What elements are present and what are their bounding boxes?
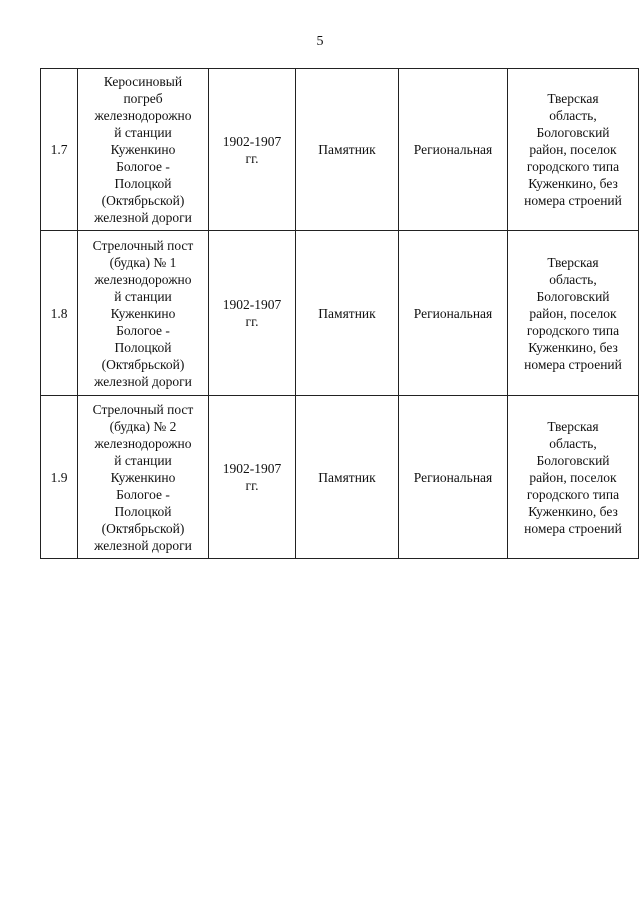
page-number: 5 [316, 34, 324, 49]
row-number: 1.9 [41, 396, 78, 559]
object-name: Керосиновый погреб железнодорожно й станции Куженкино Бологое - Полоцкой (Октябрьской) железной дороги [78, 69, 209, 231]
object-name: Стрелочный пост (будка) № 1 железнодорожно й станции Куженкино Бологое - Полоцкой (Октябрьской) железной дороги [78, 231, 209, 396]
object-category: Памятник [296, 396, 399, 559]
object-address: Тверская область, Бологовский район, поселок городского типа Куженкино, без номера строений [508, 396, 639, 559]
heritage-table [40, 68, 639, 559]
object-significance: Региональная [399, 396, 508, 559]
object-category: Памятник [296, 231, 399, 396]
table-row [41, 396, 639, 559]
object-significance: Региональная [399, 69, 508, 231]
object-date: 1902-1907 гг. [209, 231, 296, 396]
object-address: Тверская область, Бологовский район, поселок городского типа Куженкино, без номера строений [508, 231, 639, 396]
table-row [41, 69, 639, 231]
object-date: 1902-1907 гг. [209, 69, 296, 231]
row-number: 1.8 [41, 231, 78, 396]
row-number: 1.7 [41, 69, 78, 231]
object-category: Памятник [296, 69, 399, 231]
object-name: Стрелочный пост (будка) № 2 железнодорожно й станции Куженкино Бологое - Полоцкой (Октябрьской) железной дороги [78, 396, 209, 559]
table-row [41, 231, 639, 396]
object-significance: Региональная [399, 231, 508, 396]
object-address: Тверская область, Бологовский район, поселок городского типа Куженкино, без номера строений [508, 69, 639, 231]
object-date: 1902-1907 гг. [209, 396, 296, 559]
